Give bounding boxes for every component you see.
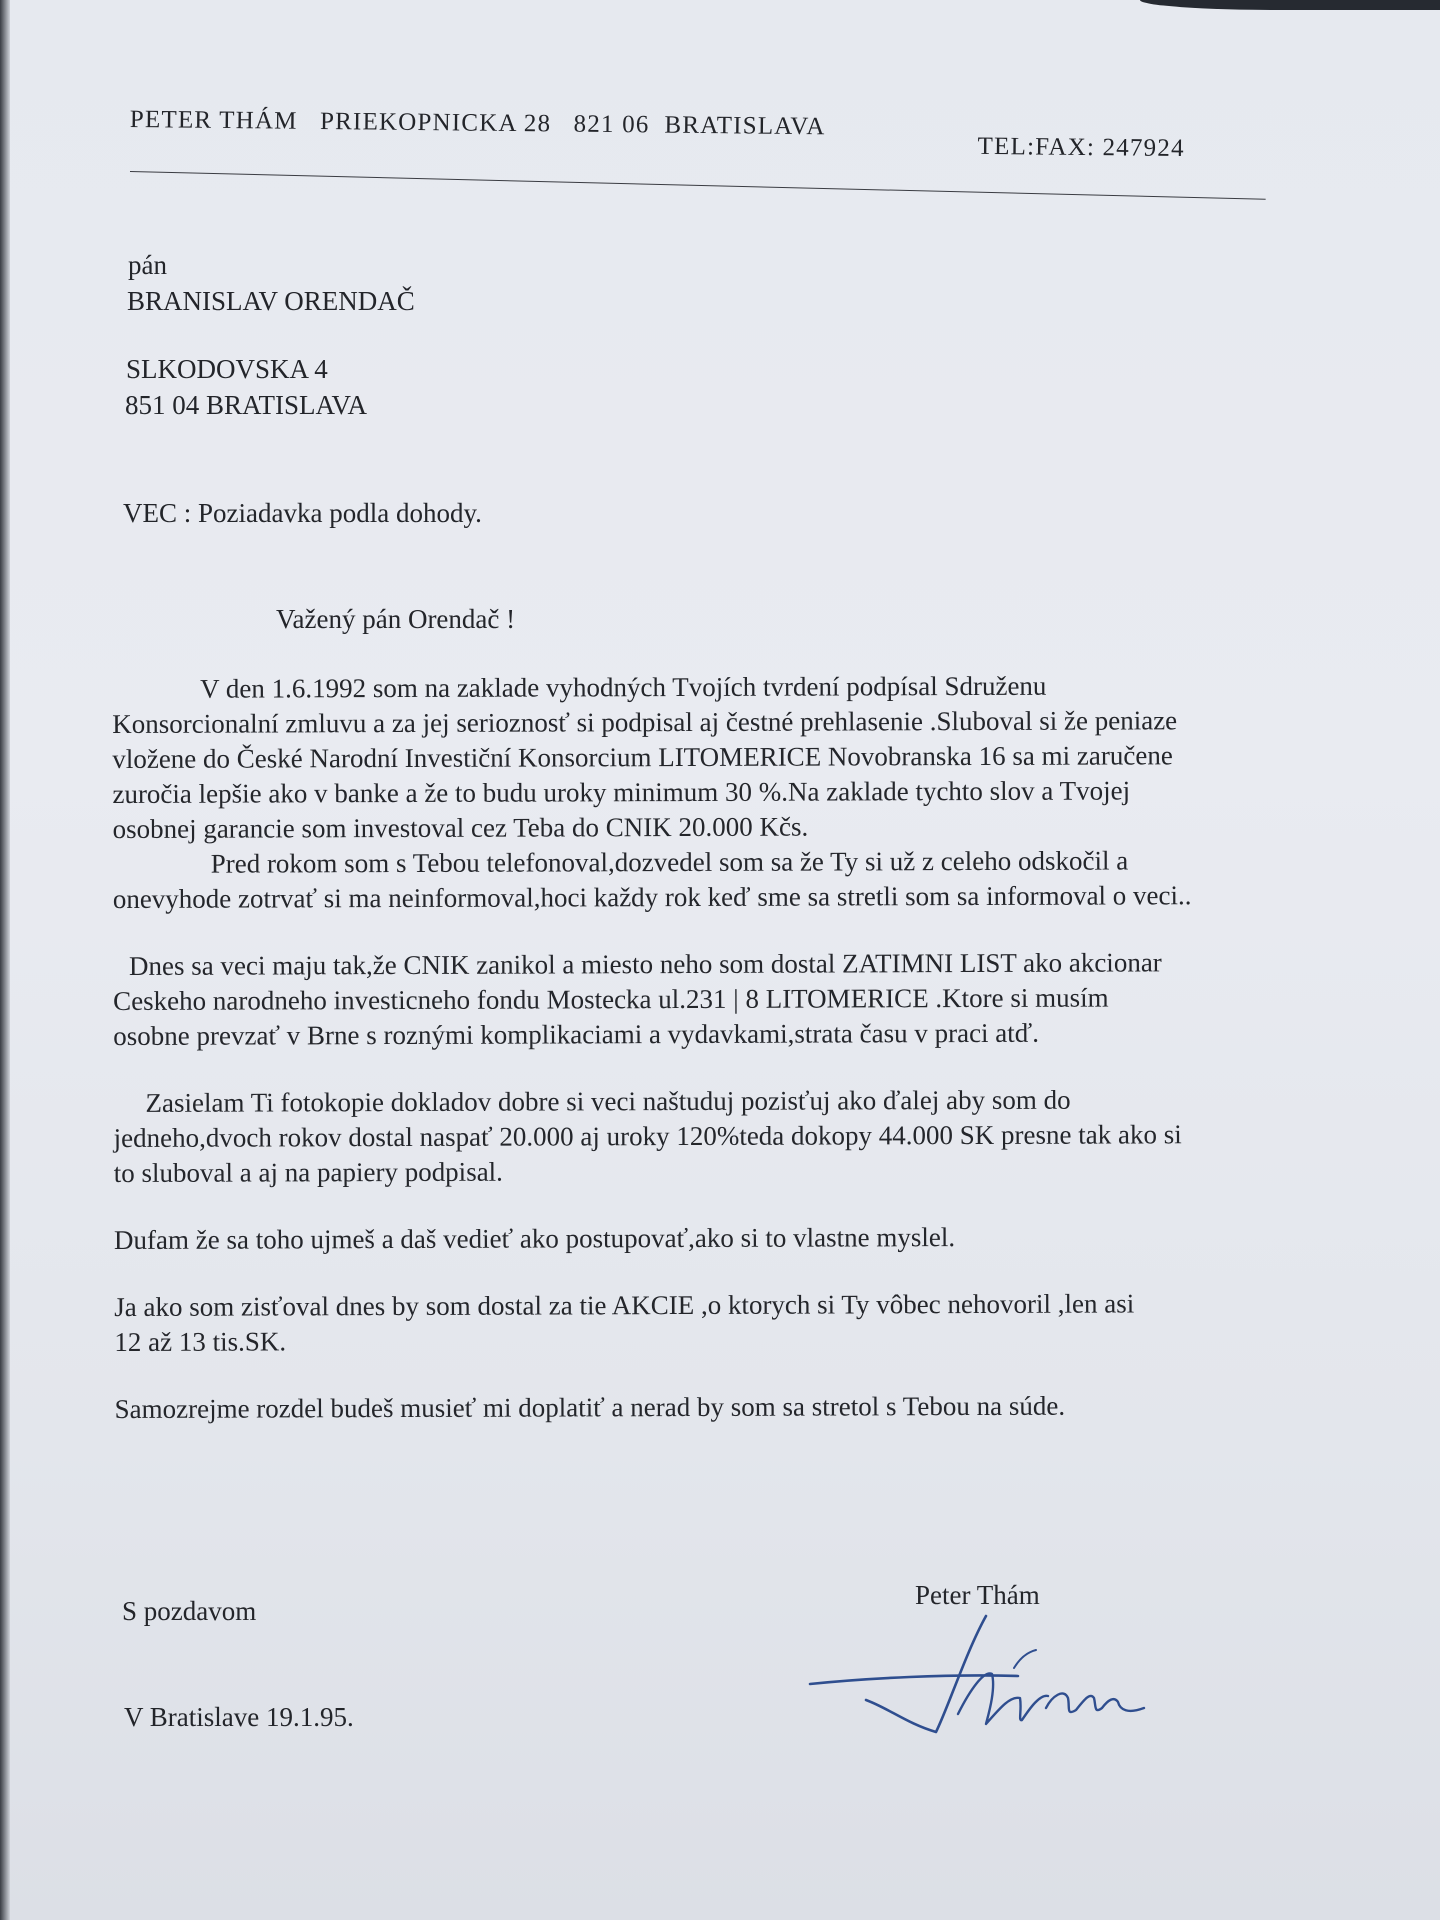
letterhead-rule xyxy=(130,171,1266,200)
body-line: Zasielam Ti fotokopie dokladov dobre si veci naštuduj pozisťuj ako ďalej aby som do xyxy=(145,1084,1071,1118)
body-line: Dnes sa veci maju tak,že CNIK zanikol a miesto neho som dostal ZATIMNI LIST ako akcionar xyxy=(128,947,1162,981)
signature-stroke xyxy=(866,1616,986,1732)
body-line: onevyhode zotrvať si ma neinformoval,hoci každy rok keď sme sa stretli som sa informoval o veci.. xyxy=(112,880,1192,914)
body-line: Ja ako som zisťoval dnes by som dostal za tie AKCIE ,o ktorych si Ty vôbec nehovoril ,len asi xyxy=(114,1288,1135,1322)
body-line: jedneho,dvoch rokov dostal naspať 20.000 aj uroky 120%teda dokopy 44.000 SK presne tak ako si xyxy=(113,1119,1182,1153)
letterhead-postal: 821 06 xyxy=(573,110,650,139)
body-line: Konsorcionalní zmluvu a za jej serioznosť si podpisal aj čestné prehlasenie .Sluboval si že peniaze xyxy=(112,705,1178,739)
letterhead xyxy=(129,106,1210,163)
body-line: zuročia lepšie ako v banke a že to budu uroky minimum 30 %.Na zaklade tychto slov a Tvojej xyxy=(112,775,1131,809)
signature-stroke xyxy=(958,1673,1048,1724)
body-line: Samozrejme rozdel budeš musieť mi doplatiť a nerad by som sa stretol s Tebou na súde. xyxy=(114,1390,1066,1424)
closing: S pozdavom xyxy=(122,1596,257,1626)
signature-stroke xyxy=(1014,1650,1036,1668)
greeting: Važený pán Orendač ! xyxy=(276,604,516,634)
subject-line: VEC : Poziadavka podla dohody. xyxy=(123,498,482,528)
body-line: vložene do České Narodní Investiční Konsorcium LITOMERICE Novobranska 16 sa mi zaručene xyxy=(112,740,1173,774)
letterhead-city: BRATISLAVA xyxy=(664,111,826,141)
recipient-salutation: pán xyxy=(128,250,167,280)
recipient-city: 851 04 BRATISLAVA xyxy=(125,390,368,420)
body-line: Dufam že sa toho ujmeš a daš vedieť ako postupovať,ako si to vlastne myslel. xyxy=(113,1222,956,1255)
letterhead-telfax: TEL:FAX: 247924 xyxy=(977,132,1185,163)
body-line: osobne prevzať v Brne s roznými komplikaciami a vydavkami,strata času v praci atď. xyxy=(113,1017,1040,1051)
letterhead-name: PETER THÁM xyxy=(129,106,298,135)
paragraph-gap xyxy=(113,913,1363,949)
body-line: 12 až 13 tis.SK. xyxy=(114,1326,287,1357)
signature-stroke xyxy=(810,1675,1018,1684)
paragraph-gap xyxy=(114,1187,1364,1223)
page-background-corner xyxy=(1140,0,1440,10)
signer-name: Peter Thám xyxy=(915,1580,1040,1610)
body-line: Pred rokom som s Tebou telefonoval,dozvedel som sa že Ty si už z celeho odskočil a xyxy=(210,845,1129,879)
body-line: to sluboval a aj na papiery podpisal. xyxy=(113,1156,503,1188)
paragraph-gap xyxy=(114,1254,1364,1290)
recipient-name: BRANISLAV ORENDAČ xyxy=(127,286,415,316)
place-and-date: V Bratislave 19.1.95. xyxy=(124,1702,354,1732)
page-left-edge xyxy=(0,0,10,1920)
body-line: osobnej garancie som investoval cez Teba do CNIK 20.000 Kčs. xyxy=(112,811,809,844)
signature-stroke xyxy=(1046,1693,1144,1712)
paragraph-gap xyxy=(114,1356,1364,1392)
paragraph-gap xyxy=(113,1050,1363,1086)
body-line: V den 1.6.1992 som na zaklade vyhodných Tvojích tvrdení podpísal Sdruženu xyxy=(200,670,1047,704)
letterhead-street: PRIEKOPNICKA 28 xyxy=(319,107,552,138)
recipient-street: SLKODOVSKA 4 xyxy=(126,354,328,384)
letter-body xyxy=(112,668,1365,1427)
handwritten-signature xyxy=(808,1612,1158,1742)
body-line: Ceskeho narodneho investicneho fondu Mostecka ul.231 | 8 LITOMERICE .Ktore si musím xyxy=(113,982,1109,1016)
